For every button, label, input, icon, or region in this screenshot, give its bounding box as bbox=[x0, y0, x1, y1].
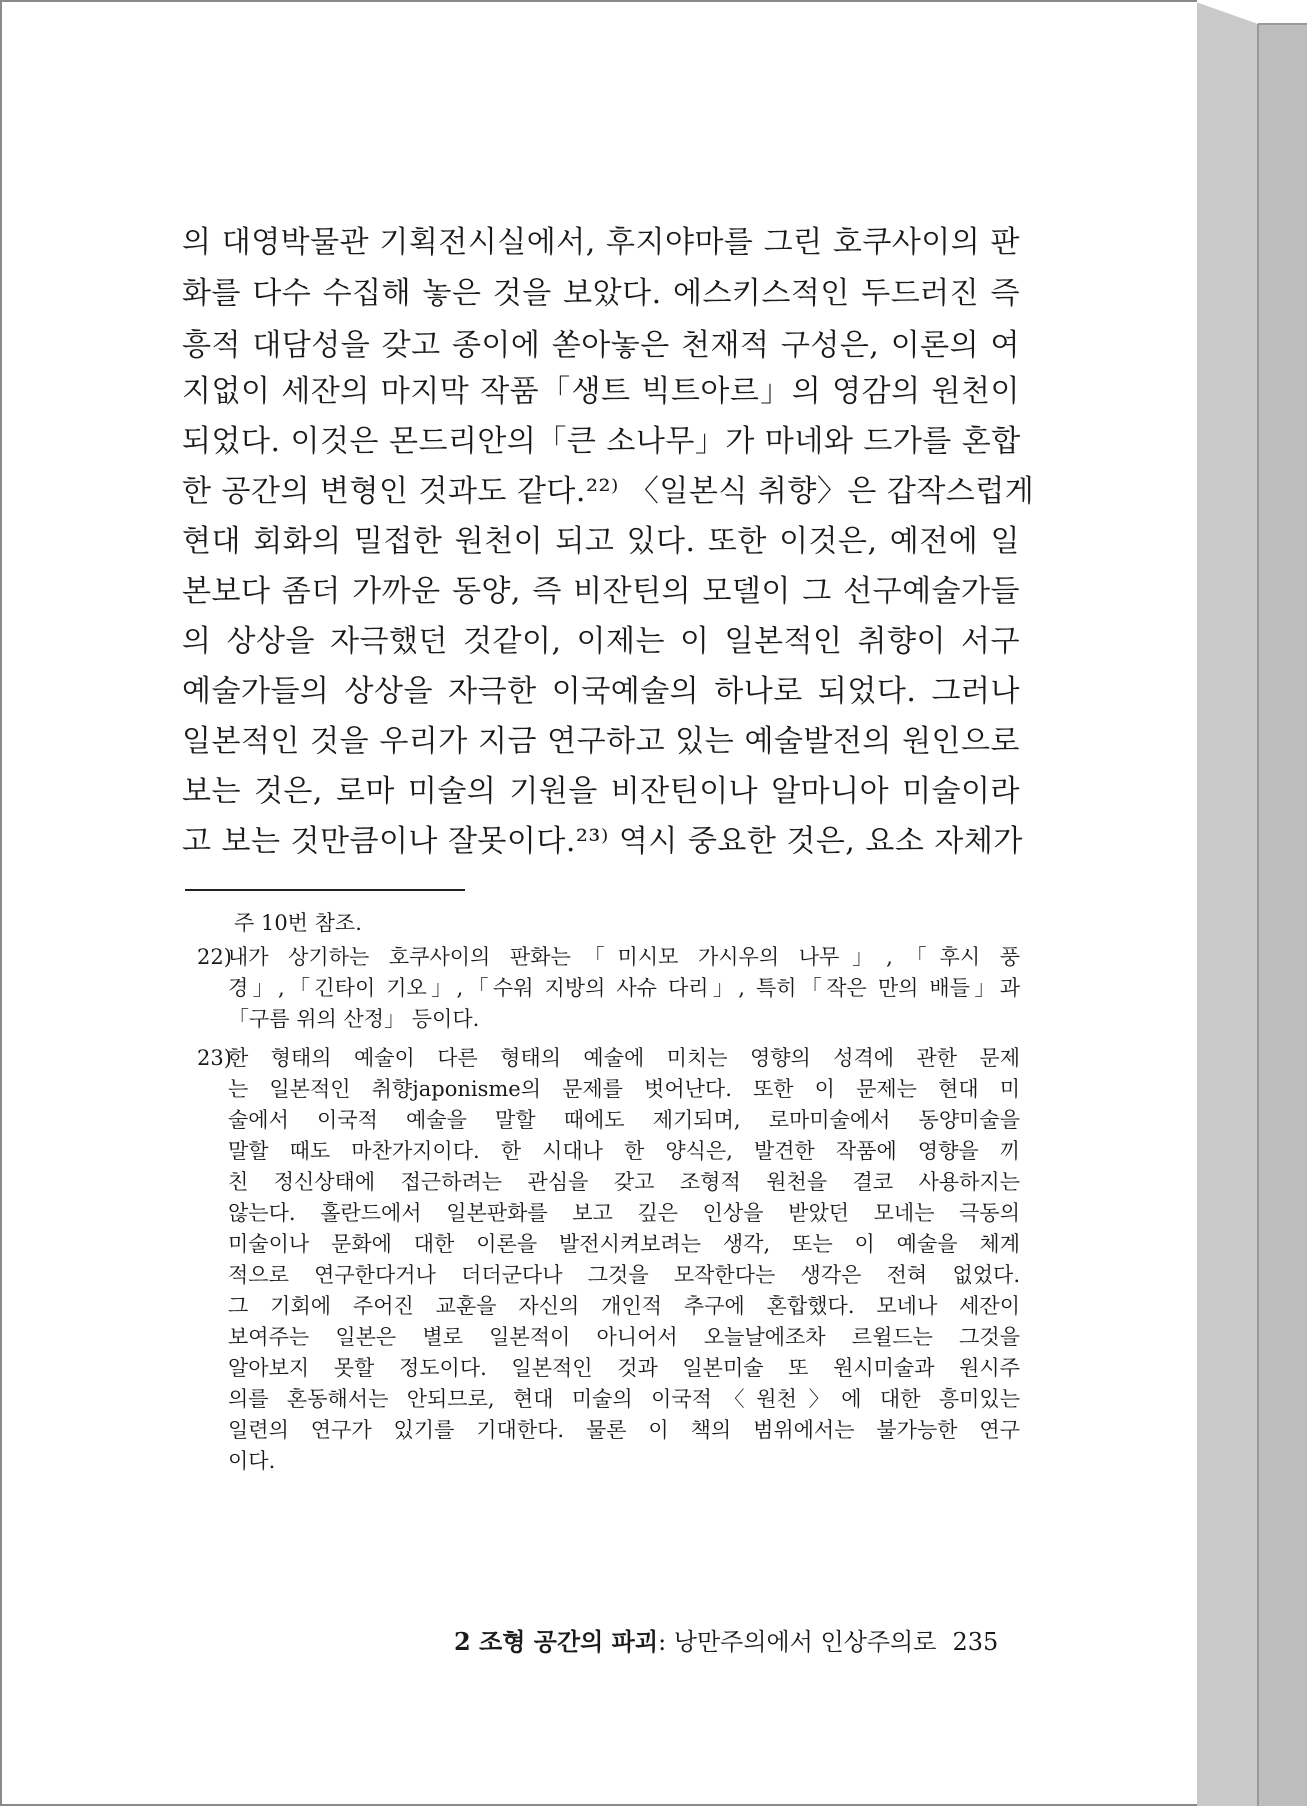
body-line: 되었다. 이것은 몬드리안의「큰 소나무」가 마네와 드가를 혼합 bbox=[182, 424, 1021, 459]
body-line: 고 보는 것만큼이나 잘못이다.²³⁾ 역시 중요한 것은, 요소 자체가 bbox=[182, 824, 1023, 859]
body-line: 지없이 세잔의 마지막 작품「생트 빅트아르」의 영감의 원천이 bbox=[182, 374, 1020, 409]
footnote-23-line: 한 형태의 예술이 다른 형태의 예술에 미치는 영향의 성격에 관한 문제 bbox=[228, 1046, 1020, 1070]
footnote-23-line: 보여주는 일본은 별로 일본적이 아니어서 오늘날에조차 르윌드는 그것을 bbox=[228, 1325, 1020, 1349]
footnote-number-23: 23) bbox=[197, 1046, 232, 1070]
footnote-23-line: 친 정신상태에 접근하려는 관심을 갖고 조형적 원천을 결코 사용하지는 bbox=[228, 1170, 1020, 1194]
footnote-23-line: 이다. bbox=[228, 1449, 276, 1473]
footnote-number-22: 22) bbox=[197, 945, 232, 969]
footnote-23-line: 미술이나 문화에 대한 이론을 발전시켜보려는 생각, 또는 이 예술을 체계 bbox=[228, 1232, 1020, 1256]
footnote-22-line: 경」,「긴타이 기오」,「수워 지방의 사슈 다리」, 특히「작은 만의 배들」과 bbox=[228, 976, 1020, 1000]
body-line: 일본적인 것을 우리가 지금 연구하고 있는 예술발전의 원인으로 bbox=[182, 724, 1020, 759]
body-line: 예술가들의 상상을 자극한 이국예술의 하나로 되었다. 그러나 bbox=[182, 674, 1020, 709]
body-line: 흥적 대담성을 갖고 종이에 쏟아놓은 천재적 구성은, 이론의 여 bbox=[182, 328, 1020, 363]
body-line: 의 대영박물관 기획전시실에서, 후지야마를 그린 호쿠사이의 판 bbox=[182, 225, 1020, 260]
page-footer bbox=[454, 1622, 998, 1657]
body-line: 본보다 좀더 가까운 동양, 즉 비잔틴의 모델이 그 선구예술가들 bbox=[182, 574, 1020, 609]
footnote-22-line: 내가 상기하는 호쿠사이의 판화는「미시모 가시우의 나무」,「후시 풍 bbox=[228, 945, 1020, 969]
body-line: 의 상상을 자극했던 것같이, 이제는 이 일본적인 취향이 서구 bbox=[182, 624, 1020, 659]
footnote-23-line: 일련의 연구가 있기를 기대한다. 물론 이 책의 범위에서는 불가능한 연구 bbox=[228, 1418, 1020, 1442]
footnote-23-line: 말할 때도 마찬가지이다. 한 시대나 한 양식은, 발견한 작품에 영향을 끼 bbox=[228, 1139, 1020, 1163]
page-number: 235 bbox=[952, 1628, 999, 1656]
footnote-23-line: 적으로 연구한다거나 더더군다나 그것을 모작한다는 생각은 전혀 없었다. bbox=[228, 1263, 1020, 1287]
footnote-separator bbox=[185, 889, 465, 891]
body-line: 한 공간의 변형인 것과도 같다.²²⁾ 〈일본식 취향〉은 갑작스럽게 bbox=[182, 474, 1035, 509]
footnote-23-line: 그 기회에 주어진 교훈을 자신의 개인적 추구에 혼합했다. 모네나 세잔이 bbox=[228, 1294, 1020, 1318]
footnote-reference: 주 10번 참조. bbox=[234, 911, 362, 935]
footnote-23-line: 술에서 이국적 예술을 말할 때에도 제기되며, 로마미술에서 동양미술을 bbox=[228, 1108, 1020, 1132]
footnote-23-line: 않는다. 홀란드에서 일본판화를 보고 깊은 인상을 받았던 모네는 극동의 bbox=[228, 1201, 1020, 1225]
footnote-23-line: 는 일본적인 취향japonisme의 문제를 벗어난다. 또한 이 문제는 현대 미 bbox=[228, 1077, 1020, 1101]
body-line: 현대 회화의 밀접한 원천이 되고 있다. 또한 이것은, 예전에 일 bbox=[182, 524, 1020, 559]
book-edge bbox=[1188, 0, 1307, 1806]
chapter-title: 2 조형 공간의 파괴 bbox=[454, 1627, 659, 1656]
footnote-23-line: 의를 혼동해서는 안되므로, 현대 미술의 이국적〈원천〉에 대한 흥미있는 bbox=[228, 1387, 1020, 1411]
footnote-22-line: 「구름 위의 산정」 등이다. bbox=[228, 1007, 480, 1031]
footnote-23-line: 알아보지 못할 정도이다. 일본적인 것과 일본미술 또 원시미술과 원시주 bbox=[228, 1356, 1020, 1380]
body-line: 화를 다수 수집해 놓은 것을 보았다. 에스키스적인 두드러진 즉 bbox=[182, 276, 1020, 311]
chapter-subtitle: : 낭만주의에서 인상주의로 bbox=[658, 1628, 937, 1656]
body-line: 보는 것은, 로마 미술의 기원을 비잔틴이나 알마니아 미술이라 bbox=[182, 774, 1020, 809]
